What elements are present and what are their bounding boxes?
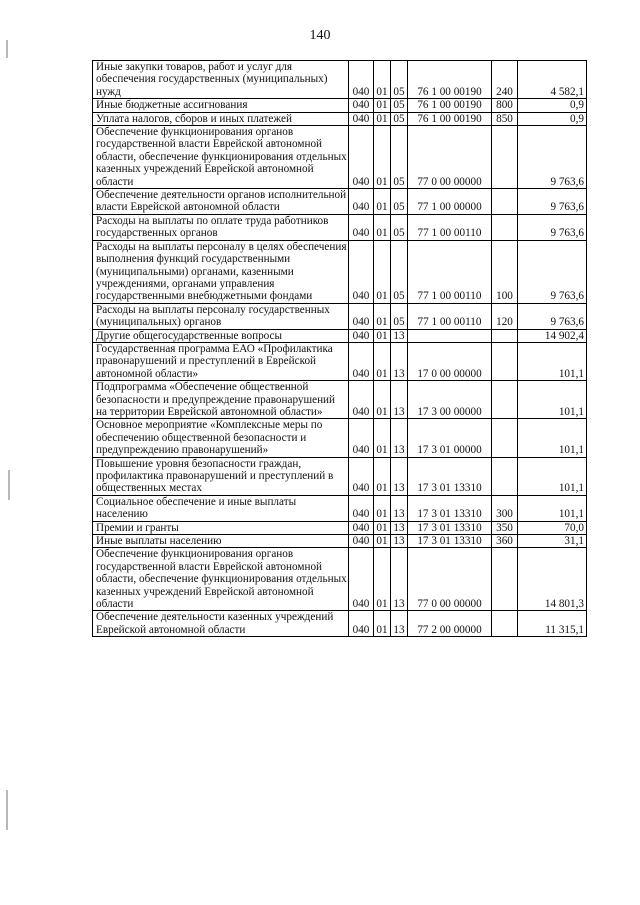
row-expense-type: [492, 189, 518, 215]
row-target-article: 76 1 00 00190: [408, 112, 492, 125]
row-section-code: 01: [374, 99, 391, 112]
row-expense-type: 850: [492, 112, 518, 125]
row-ministry-code: 040: [349, 61, 374, 99]
row-name: Обеспечение деятельности органов исполнительной власти Еврейской автономной области: [93, 189, 349, 215]
table-row: [93, 329, 587, 342]
row-section-code: 01: [374, 495, 391, 521]
row-ministry-code: 040: [349, 342, 374, 380]
row-amount: 101,1: [518, 457, 587, 495]
row-subsection-code: 05: [391, 112, 408, 125]
table-row: [93, 548, 587, 611]
table-row: [93, 303, 587, 329]
row-target-article: 17 3 01 13310: [408, 521, 492, 534]
row-ministry-code: 040: [349, 99, 374, 112]
row-expense-type: 100: [492, 240, 518, 303]
row-subsection-code: 05: [391, 189, 408, 215]
row-expense-type: [492, 342, 518, 380]
row-target-article: 77 1 00 00110: [408, 214, 492, 240]
row-ministry-code: 040: [349, 189, 374, 215]
scan-mark: [8, 470, 10, 500]
row-amount: 0,9: [518, 99, 587, 112]
table-row: [93, 611, 587, 637]
row-subsection-code: 05: [391, 240, 408, 303]
row-subsection-code: 13: [391, 548, 408, 611]
row-section-code: 01: [374, 303, 391, 329]
row-amount: 9 763,6: [518, 189, 587, 215]
row-amount: 101,1: [518, 419, 587, 457]
row-name: Обеспечение деятельности казенных учреждений Еврейской автономной области: [93, 611, 349, 637]
row-amount: 101,1: [518, 342, 587, 380]
row-subsection-code: 13: [391, 457, 408, 495]
row-expense-type: 360: [492, 535, 518, 548]
row-target-article: 76 1 00 00190: [408, 61, 492, 99]
row-ministry-code: 040: [349, 126, 374, 189]
row-expense-type: 800: [492, 99, 518, 112]
row-expense-type: 240: [492, 61, 518, 99]
row-ministry-code: 040: [349, 457, 374, 495]
row-expense-type: 350: [492, 521, 518, 534]
row-subsection-code: 13: [391, 535, 408, 548]
row-amount: 0,9: [518, 112, 587, 125]
table-row: [93, 419, 587, 457]
row-name: Обеспечение функционирования органов государственной власти Еврейской автономной области, обеспечение функционирования отдельных казенных учреждений Еврейской автономной области: [93, 126, 349, 189]
row-subsection-code: 05: [391, 126, 408, 189]
row-name: Иные выплаты населению: [93, 535, 349, 548]
table-row: [93, 342, 587, 380]
row-subsection-code: 05: [391, 303, 408, 329]
row-name: Основное мероприятие «Комплексные меры по обеспечению общественной безопасности и предупреждению правонарушений»: [93, 419, 349, 457]
row-target-article: 77 2 00 00000: [408, 611, 492, 637]
table-row: [93, 240, 587, 303]
budget-table: [92, 60, 587, 637]
row-section-code: 01: [374, 240, 391, 303]
row-section-code: 01: [374, 521, 391, 534]
row-subsection-code: 13: [391, 495, 408, 521]
row-target-article: 77 0 00 00000: [408, 548, 492, 611]
row-section-code: 01: [374, 189, 391, 215]
row-expense-type: [492, 329, 518, 342]
row-target-article: 76 1 00 00190: [408, 99, 492, 112]
row-ministry-code: 040: [349, 329, 374, 342]
row-ministry-code: 040: [349, 214, 374, 240]
scan-mark: [6, 790, 8, 830]
row-amount: 70,0: [518, 521, 587, 534]
row-name: Расходы на выплаты персоналу государственных (муниципальных) органов: [93, 303, 349, 329]
row-target-article: 77 1 00 00000: [408, 189, 492, 215]
table-row: [93, 521, 587, 534]
table-row: [93, 535, 587, 548]
row-amount: 101,1: [518, 381, 587, 419]
row-section-code: 01: [374, 342, 391, 380]
row-subsection-code: 13: [391, 419, 408, 457]
row-section-code: 01: [374, 381, 391, 419]
table-row: [93, 61, 587, 99]
row-ministry-code: 040: [349, 611, 374, 637]
row-ministry-code: 040: [349, 381, 374, 419]
table-row: [93, 126, 587, 189]
table-row: [93, 495, 587, 521]
row-section-code: 01: [374, 611, 391, 637]
row-name: Расходы на выплаты персоналу в целях обеспечения выполнения функций государственными (муниципальными) органами, казенными учреждениями, органами управления государственными внебюджетными фондами: [93, 240, 349, 303]
row-expense-type: 120: [492, 303, 518, 329]
row-ministry-code: 040: [349, 495, 374, 521]
row-target-article: [408, 329, 492, 342]
row-amount: 14 801,3: [518, 548, 587, 611]
row-name: Иные закупки товаров, работ и услуг для обеспечения государственных (муниципальных) нужд: [93, 61, 349, 99]
row-subsection-code: 05: [391, 99, 408, 112]
row-subsection-code: 13: [391, 342, 408, 380]
row-amount: 101,1: [518, 495, 587, 521]
row-target-article: 77 1 00 00110: [408, 303, 492, 329]
row-target-article: 17 3 01 13310: [408, 535, 492, 548]
row-ministry-code: 040: [349, 548, 374, 611]
row-amount: 9 763,6: [518, 126, 587, 189]
row-section-code: 01: [374, 548, 391, 611]
row-name: Обеспечение функционирования органов государственной власти Еврейской автономной области, обеспечение функционирования отдельных казенных учреждений Еврейской автономной области: [93, 548, 349, 611]
row-subsection-code: 05: [391, 61, 408, 99]
table-row: [93, 189, 587, 215]
row-subsection-code: 13: [391, 521, 408, 534]
row-amount: 11 315,1: [518, 611, 587, 637]
row-target-article: 17 3 01 00000: [408, 419, 492, 457]
row-name: Премии и гранты: [93, 521, 349, 534]
row-target-article: 77 0 00 00000: [408, 126, 492, 189]
row-section-code: 01: [374, 457, 391, 495]
row-subsection-code: 13: [391, 329, 408, 342]
row-section-code: 01: [374, 329, 391, 342]
row-ministry-code: 040: [349, 240, 374, 303]
row-expense-type: [492, 214, 518, 240]
row-amount: 9 763,6: [518, 214, 587, 240]
table-row: [93, 112, 587, 125]
row-target-article: 17 3 01 13310: [408, 457, 492, 495]
table-row: [93, 381, 587, 419]
row-expense-type: [492, 419, 518, 457]
row-amount: 9 763,6: [518, 303, 587, 329]
page-number: 140: [309, 28, 331, 43]
row-expense-type: 300: [492, 495, 518, 521]
row-section-code: 01: [374, 214, 391, 240]
row-name: Другие общегосударственные вопросы: [93, 329, 349, 342]
row-expense-type: [492, 126, 518, 189]
table-row: [93, 214, 587, 240]
row-expense-type: [492, 548, 518, 611]
row-name: Уплата налогов, сборов и иных платежей: [93, 112, 349, 125]
row-subsection-code: 13: [391, 381, 408, 419]
row-name: Подпрограмма «Обеспечение общественной безопасности и предупреждение правонарушений на территории Еврейской автономной области»: [93, 381, 349, 419]
row-section-code: 01: [374, 112, 391, 125]
row-target-article: 17 3 01 13310: [408, 495, 492, 521]
row-subsection-code: 13: [391, 611, 408, 637]
row-name: Социальное обеспечение и иные выплаты населению: [93, 495, 349, 521]
scan-mark: [6, 40, 8, 58]
row-name: Расходы на выплаты по оплате труда работников государственных органов: [93, 214, 349, 240]
row-subsection-code: 05: [391, 214, 408, 240]
row-section-code: 01: [374, 126, 391, 189]
row-target-article: 17 3 00 00000: [408, 381, 492, 419]
row-expense-type: [492, 457, 518, 495]
row-name: Иные бюджетные ассигнования: [93, 99, 349, 112]
row-ministry-code: 040: [349, 521, 374, 534]
row-name: Повышение уровня безопасности граждан, профилактика правонарушений и преступлений в общественных местах: [93, 457, 349, 495]
row-amount: 4 582,1: [518, 61, 587, 99]
row-target-article: 17 0 00 00000: [408, 342, 492, 380]
table-row: [93, 457, 587, 495]
row-amount: 14 902,4: [518, 329, 587, 342]
row-target-article: 77 1 00 00110: [408, 240, 492, 303]
row-ministry-code: 040: [349, 419, 374, 457]
row-section-code: 01: [374, 419, 391, 457]
row-ministry-code: 040: [349, 112, 374, 125]
row-name: Государственная программа ЕАО «Профилактика правонарушений и преступлений в Еврейской автономной области»: [93, 342, 349, 380]
row-expense-type: [492, 611, 518, 637]
row-expense-type: [492, 381, 518, 419]
row-ministry-code: 040: [349, 535, 374, 548]
row-amount: 31,1: [518, 535, 587, 548]
row-section-code: 01: [374, 535, 391, 548]
table-row: [93, 99, 587, 112]
row-amount: 9 763,6: [518, 240, 587, 303]
row-section-code: 01: [374, 61, 391, 99]
row-ministry-code: 040: [349, 303, 374, 329]
